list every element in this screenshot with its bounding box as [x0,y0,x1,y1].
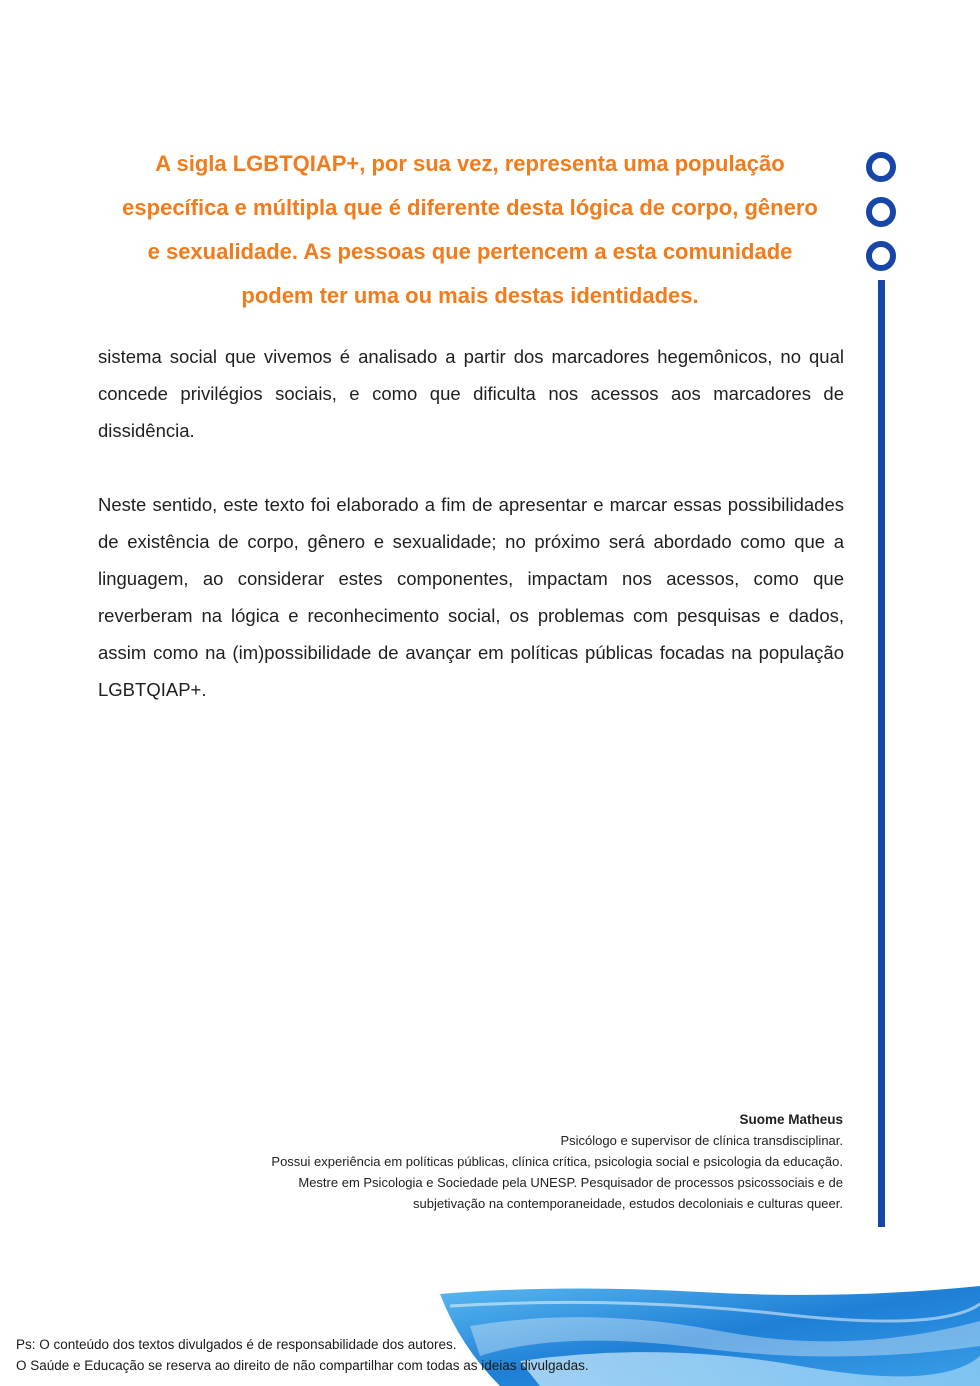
author-name: Suome Matheus [739,1112,843,1127]
circle-marker-1 [866,152,896,182]
author-bio-line: Psicólogo e supervisor de clínica transdisciplinar. [560,1133,843,1148]
author-block [143,1109,843,1214]
author-bio-line: Possui experiência em políticas públicas, clínica crítica, psicologia social e psicologia da educação. [271,1154,843,1169]
disclaimer-footnote [16,1334,589,1376]
author-bio-line: subjetivação na contemporaneidade, estudos decoloniais e culturas queer. [412,1196,843,1211]
body-paragraph-1: sistema social que vivemos é analisado a partir dos marcadores hegemônicos, no qual concede privilégios sociais, e como que dificulta nos acessos aos marcadores de dissidência. [98,346,844,441]
body-paragraph-2: Neste sentido, este texto foi elaborado a fim de apresentar e marcar essas possibilidades de existência de corpo, gênero e sexualidade; no próximo será abordado como que a linguagem, ao considerar estes componentes, impactam nos acessos, como que reverberam na lógica e reconhecimento social, os problemas com pesquisas e dados, assim como na (im)possibilidade de avançar em políticas públicas focadas na população LGBTQIAP+. [98,494,844,700]
circle-marker-2 [866,197,896,227]
author-bio-line: Mestre em Psicologia e Sociedade pela UNESP. Pesquisador de processos psicossociais e de [298,1175,843,1190]
vertical-rail [878,280,885,1227]
highlight-quote: A sigla LGBTQIAP+, por sua vez, representa uma população específica e múltipla que é diferente desta lógica de corpo, gênero e sexualidade. As pessoas que pertencem a esta comunidade podem ter uma ou mais destas identidades. [122,151,818,308]
disclaimer-line-2: O Saúde e Educação se reserva ao direito de não compartilhar com todas as ideias divulgadas. [16,1358,589,1373]
circle-marker-3 [866,241,896,271]
disclaimer-line-1: Ps: O conteúdo dos textos divulgados é de responsabilidade dos autores. [16,1337,457,1352]
